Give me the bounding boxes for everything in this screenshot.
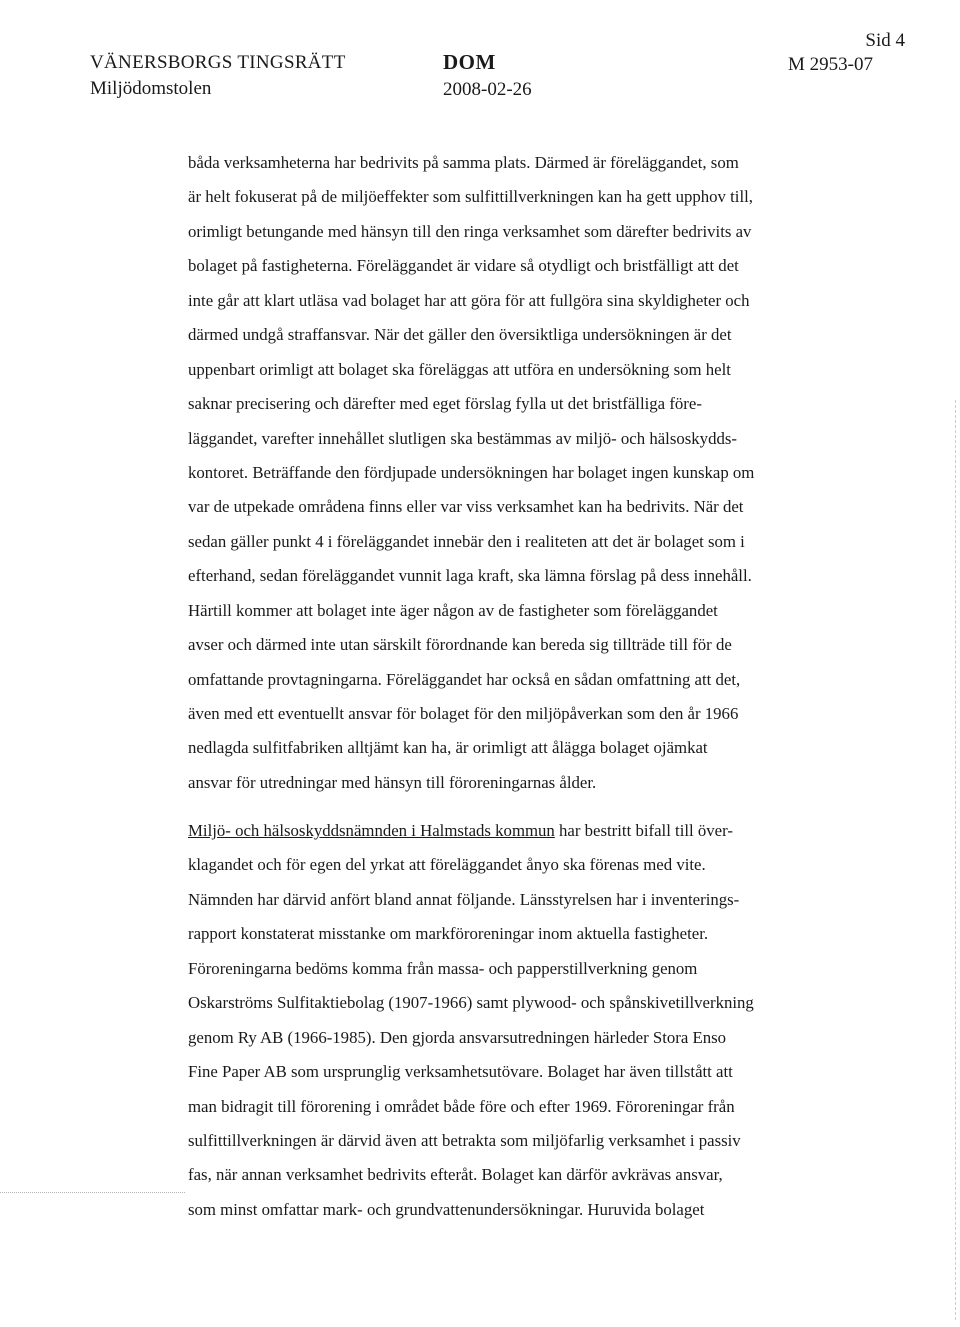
text-line: kontoret. Beträffande den fördjupade undersökningen har bolaget ingen kunskap om <box>188 462 755 482</box>
text-line: Föroreningarna bedöms komma från massa- och papperstillverkning genom <box>188 958 698 978</box>
department-name: Miljödomstolen <box>90 78 212 99</box>
text-line: bolaget på fastigheterna. Föreläggandet är vidare så otydligt och bristfälligt att det <box>188 256 739 276</box>
text-line: därmed undgå straffansvar. När det gäller den översiktliga undersökningen är det <box>188 325 732 345</box>
text-line: omfattande provtagningarna. Föreläggandet har också en sådan omfattning att det, <box>188 669 741 689</box>
page-number: Sid 4 <box>865 30 905 51</box>
text-line: Härtill kommer att bolaget inte äger någon av de fastigheter som föreläggandet <box>188 600 718 620</box>
text-line: sedan gäller punkt 4 i föreläggandet innebär den i realiteten att det är bolaget som i <box>188 531 745 551</box>
text-line: är helt fokuserat på de miljöeffekter som sulfittillverkningen kan ha gett upphov till, <box>188 187 753 207</box>
document-date: 2008-02-26 <box>443 79 532 100</box>
party-name-heading: Miljö- och hälsoskyddsnämnden i Halmstads kommun <box>188 821 555 840</box>
text-fragment: har bestritt bifall till över- <box>554 821 733 840</box>
text-line: inte går att klart utläsa vad bolaget har att göra för att fullgöra sina skyldigheter och <box>188 290 750 310</box>
text-line: läggandet, varefter innehållet slutligen ska bestämmas av miljö- och hälsoskydds- <box>188 428 737 448</box>
text-line: sulfittillverkningen är därvid även att betrakta som miljöfarlig verksamhet i passiv <box>188 1130 741 1150</box>
text-line: orimligt betungande med hänsyn till den ringa verksamhet som därefter bedrivits av <box>188 221 752 241</box>
text-line: även med ett eventuellt ansvar för bolaget för den miljöpåverkan som den år 1966 <box>188 704 739 723</box>
text-line: avser och därmed inte utan särskilt förordnande kan bereda sig tillträde till för de <box>188 635 732 655</box>
text-line: båda verksamheterna har bedrivits på samma plats. Därmed är föreläggandet, som <box>188 153 739 172</box>
text-line: nedlagda sulfitfabriken alltjämt kan ha, är orimligt att ålägga bolaget ojämkat <box>188 738 708 758</box>
text-line: Fine Paper AB som ursprunglig verksamhetsutövare. Bolaget har även tillstått att <box>188 1062 733 1082</box>
text-line: saknar precisering och därefter med eget förslag fylla ut det bristfälliga före- <box>188 394 702 414</box>
text-line: uppenbart orimligt att bolaget ska föreläggas att utföra en undersökning som helt <box>188 359 731 379</box>
text-line: genom Ry AB (1966-1985). Den gjorda ansvarsutredningen härleder Stora Enso <box>188 1027 727 1047</box>
text-line: Nämnden har därvid anfört bland annat följande. Länsstyrelsen har i inventerings- <box>188 889 740 909</box>
text-line: rapport konstaterat misstanke om markföroreningar inom aktuella fastigheter. <box>188 924 709 944</box>
court-name: VÄNERSBORGS TINGSRÄTT <box>90 52 346 73</box>
text-line: man bidragit till förorening i området både före och efter 1969. Föroreningar från <box>188 1096 735 1116</box>
paragraph-1 <box>188 146 858 800</box>
paragraph-2-first-line <box>188 814 858 848</box>
case-number: M 2953-07 <box>788 54 873 75</box>
scan-artifact <box>0 1192 185 1207</box>
text-line: som minst omfattar mark- och grundvattenundersökningar. Huruvida bolaget <box>188 1199 705 1219</box>
text-line: fas, när annan verksamhet bedrivits efteråt. Bolaget kan därför avkrävas ansvar, <box>188 1165 723 1185</box>
text-line: var de utpekade områdena finns eller var viss verksamhet kan ha bedrivits. När det <box>188 497 744 517</box>
text-line: efterhand, sedan föreläggandet vunnit laga kraft, ska lämna förslag på dess innehåll. <box>188 566 752 586</box>
scan-edge-artifact <box>952 400 956 1320</box>
document-type: DOM <box>443 50 496 74</box>
text-line: klagandet och för egen del yrkat att föreläggandet ånyo ska förenas med vite. <box>188 855 706 875</box>
text-line: Oskarströms Sulfitaktiebolag (1907-1966) samt plywood- och spånskivetillverkning <box>188 993 754 1013</box>
paragraph-2 <box>188 814 858 1227</box>
text-line: ansvar för utredningar med hänsyn till föroreningarnas ålder. <box>188 772 597 792</box>
